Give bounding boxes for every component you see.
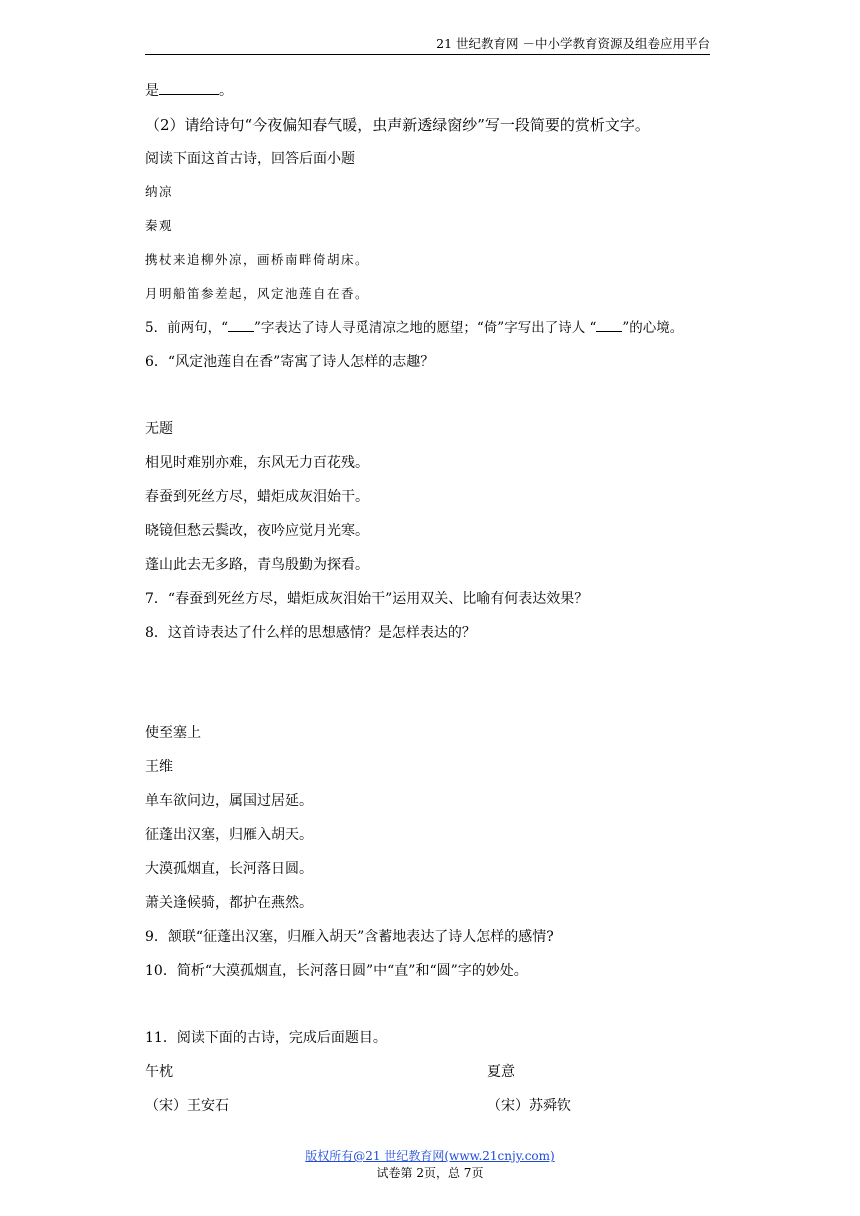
question-2: （2）请给诗句“今夜偏知春气暖，虫声新透绿窗纱”写一段简要的赏析文字。	[145, 116, 650, 134]
poem-verse: 蓬山此去无多路，青鸟殷勤为探看。	[145, 557, 369, 573]
page-number: 试卷第 2页，总 7页	[376, 1166, 484, 1180]
q5-part-c: ”的心境。	[622, 320, 684, 336]
question-8: 8．这首诗表达了什么样的思想感情？是怎样表达的？	[145, 625, 476, 641]
poem-verse: 晓镜但愁云鬓改，夜吟应觉月光寒。	[145, 523, 369, 539]
answer-blank	[159, 80, 219, 95]
poem-author: 秦观	[145, 218, 174, 233]
question-5	[145, 318, 683, 338]
question-10: 10．简析“大漠孤烟直，长河落日圆”中“直”和“圆”字的妙处。	[145, 963, 528, 979]
question-9: 9．颔联“征蓬出汉塞，归雁入胡天”含蓄地表达了诗人怎样的感情?	[145, 929, 554, 945]
question-6: 6．“风定池莲自在香”寄寓了诗人怎样的志趣？	[145, 354, 435, 370]
poem-title: 午枕	[145, 1064, 173, 1080]
answer-prefix: 是	[145, 83, 159, 99]
q5-blank-1	[228, 318, 254, 332]
reading-instruction: 阅读下面这首古诗，回答后面小题	[145, 151, 355, 167]
q5-blank-2	[596, 318, 622, 332]
copyright-link[interactable]: 版权所有@21 世纪教育网(www.21cnjy.com)	[305, 1149, 555, 1163]
poem-verse: 萧关逢候骑，都护在燕然。	[145, 895, 313, 911]
question-11: 11．阅读下面的古诗，完成后面题目。	[145, 1030, 387, 1046]
poem-verse: 携杖来追柳外凉，画桥南畔倚胡床。	[145, 252, 370, 267]
poem-author: 王维	[145, 759, 173, 775]
poem-title: 使至塞上	[145, 725, 201, 741]
q5-part-a: 5．前两句，“	[145, 320, 228, 336]
poem-title: 纳凉	[145, 184, 174, 199]
question-7: 7．“春蚕到死丝方尽，蜡炬成灰泪始干”运用双关、比喻有何表达效果？	[145, 591, 589, 607]
poem-verse: 征蓬出汉塞，归雁入胡天。	[145, 827, 313, 843]
q5-part-b: ”字表达了诗人寻觅清凉之地的愿望；“倚”字写出了诗人 “	[254, 320, 597, 336]
poem-author: （宋）苏舜钦	[487, 1098, 571, 1114]
poem-verse: 相见时难别亦难，东风无力百花残。	[145, 455, 369, 471]
page-header: 21 世纪教育网 －中小学教育资源及组卷应用平台	[145, 35, 710, 55]
poem-verse: 大漠孤烟直，长河落日圆。	[145, 861, 313, 877]
answer-suffix: 。	[219, 83, 233, 99]
poem-author: （宋）王安石	[145, 1098, 229, 1114]
poem-title: 夏意	[487, 1064, 515, 1080]
poem-verse: 春蚕到死丝方尽，蜡炬成灰泪始干。	[145, 489, 369, 505]
poem-verse: 月明船笛参差起，风定池莲自在香。	[145, 286, 370, 301]
answer-line	[145, 80, 233, 101]
poem-verse: 单车欲问边，属国过居延。	[145, 793, 313, 809]
poem-title: 无题	[145, 421, 173, 437]
